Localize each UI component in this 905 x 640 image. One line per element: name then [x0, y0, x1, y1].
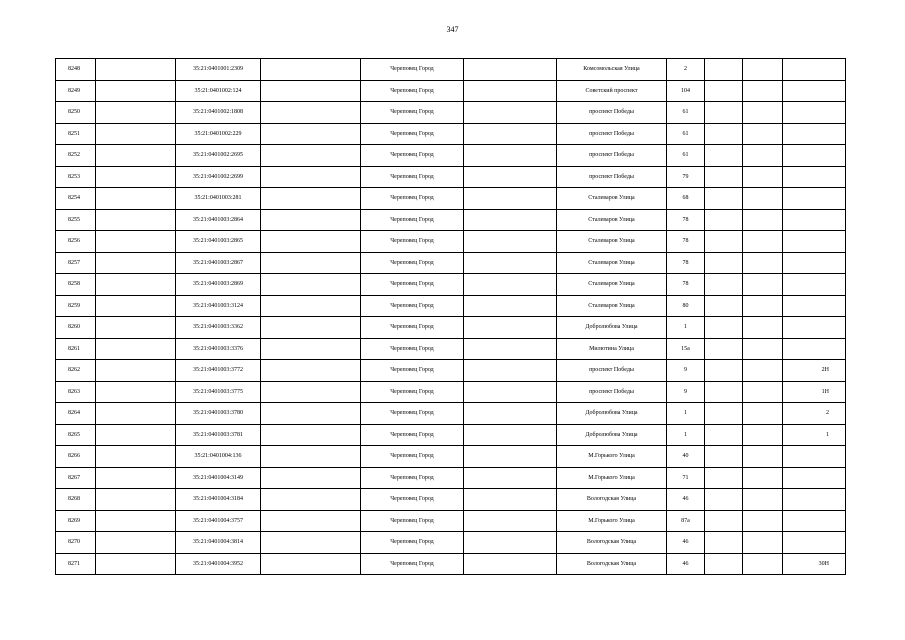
table-row	[56, 360, 846, 382]
premises-number-cell	[783, 467, 846, 489]
table-row	[56, 338, 846, 360]
blank-cell	[96, 188, 176, 210]
blank-cell	[96, 317, 176, 339]
house-number-cell: 61	[667, 102, 705, 124]
table-row	[56, 489, 846, 511]
premises-number-cell: 30Н	[783, 553, 846, 575]
blank-cell	[464, 274, 557, 296]
cadastral-number-cell: 35:21:0401003:3775	[176, 381, 261, 403]
cadastral-number-cell: 35:21:0401003:3376	[176, 338, 261, 360]
street-cell: Добролюбова Улица	[557, 403, 667, 425]
house-number-cell: 61	[667, 123, 705, 145]
street-cell: проспект Победы	[557, 123, 667, 145]
city-cell: Череповец Город	[361, 145, 464, 167]
blank-cell	[96, 252, 176, 274]
blank-cell	[743, 102, 783, 124]
blank-cell	[96, 360, 176, 382]
row-number-cell: 8261	[56, 338, 96, 360]
table-row	[56, 510, 846, 532]
blank-cell	[705, 80, 743, 102]
blank-cell	[705, 424, 743, 446]
premises-number-cell: 1Н	[783, 381, 846, 403]
house-number-cell: 104	[667, 80, 705, 102]
table-row	[56, 123, 846, 145]
blank-cell	[261, 209, 361, 231]
house-number-cell: 9	[667, 360, 705, 382]
table-row	[56, 467, 846, 489]
table-row	[56, 102, 846, 124]
table-row	[56, 166, 846, 188]
blank-cell	[96, 381, 176, 403]
blank-cell	[96, 403, 176, 425]
blank-cell	[261, 360, 361, 382]
city-cell: Череповец Город	[361, 467, 464, 489]
blank-cell	[743, 166, 783, 188]
blank-cell	[96, 295, 176, 317]
house-number-cell: 78	[667, 209, 705, 231]
table-row	[56, 188, 846, 210]
row-number-cell: 8252	[56, 145, 96, 167]
blank-cell	[705, 467, 743, 489]
table-row	[56, 295, 846, 317]
cadastral-number-cell: 35:21:0401003:3124	[176, 295, 261, 317]
row-number-cell: 8264	[56, 403, 96, 425]
street-cell: Вологодская Улица	[557, 553, 667, 575]
premises-number-cell	[783, 166, 846, 188]
blank-cell	[261, 403, 361, 425]
blank-cell	[743, 188, 783, 210]
premises-number-cell	[783, 59, 846, 81]
table-row	[56, 446, 846, 468]
house-number-cell: 46	[667, 532, 705, 554]
row-number-cell: 8250	[56, 102, 96, 124]
blank-cell	[705, 338, 743, 360]
blank-cell	[743, 338, 783, 360]
blank-cell	[96, 510, 176, 532]
street-cell: проспект Победы	[557, 145, 667, 167]
blank-cell	[464, 209, 557, 231]
street-cell: Сталеваров Улица	[557, 252, 667, 274]
blank-cell	[96, 424, 176, 446]
blank-cell	[96, 467, 176, 489]
blank-cell	[261, 381, 361, 403]
blank-cell	[96, 338, 176, 360]
cadastral-number-cell: 35:21:0401002:2695	[176, 145, 261, 167]
row-number-cell: 8267	[56, 467, 96, 489]
blank-cell	[705, 381, 743, 403]
cadastral-number-cell: 35:21:0401003:3772	[176, 360, 261, 382]
house-number-cell: 46	[667, 553, 705, 575]
premises-number-cell	[783, 274, 846, 296]
blank-cell	[743, 403, 783, 425]
blank-cell	[705, 553, 743, 575]
row-number-cell: 8258	[56, 274, 96, 296]
blank-cell	[743, 295, 783, 317]
blank-cell	[743, 59, 783, 81]
blank-cell	[261, 252, 361, 274]
street-cell: Вологодская Улица	[557, 532, 667, 554]
blank-cell	[743, 123, 783, 145]
blank-cell	[743, 80, 783, 102]
row-number-cell: 8249	[56, 80, 96, 102]
street-cell: М.Горького Улица	[557, 446, 667, 468]
city-cell: Череповец Город	[361, 102, 464, 124]
premises-number-cell	[783, 532, 846, 554]
premises-number-cell	[783, 188, 846, 210]
blank-cell	[96, 80, 176, 102]
blank-cell	[261, 424, 361, 446]
house-number-cell: 61	[667, 145, 705, 167]
cadastral-number-cell: 35:21:0401004:3814	[176, 532, 261, 554]
blank-cell	[96, 145, 176, 167]
premises-number-cell	[783, 446, 846, 468]
blank-cell	[464, 295, 557, 317]
city-cell: Череповец Город	[361, 381, 464, 403]
blank-cell	[705, 295, 743, 317]
cadastral-number-cell: 35:21:0401003:2864	[176, 209, 261, 231]
blank-cell	[96, 123, 176, 145]
street-cell: Сталеваров Улица	[557, 188, 667, 210]
blank-cell	[464, 510, 557, 532]
blank-cell	[96, 59, 176, 81]
street-cell: М.Горького Улица	[557, 510, 667, 532]
house-number-cell: 68	[667, 188, 705, 210]
blank-cell	[464, 80, 557, 102]
table-row	[56, 553, 846, 575]
blank-cell	[743, 209, 783, 231]
city-cell: Череповец Город	[361, 532, 464, 554]
row-number-cell: 8256	[56, 231, 96, 253]
table-row	[56, 252, 846, 274]
blank-cell	[261, 467, 361, 489]
table-row	[56, 145, 846, 167]
blank-cell	[261, 553, 361, 575]
house-number-cell: 71	[667, 467, 705, 489]
blank-cell	[743, 553, 783, 575]
blank-cell	[261, 188, 361, 210]
house-number-cell: 1	[667, 424, 705, 446]
blank-cell	[743, 467, 783, 489]
table-row	[56, 231, 846, 253]
street-cell: Сталеваров Улица	[557, 231, 667, 253]
street-cell: Вологодская Улица	[557, 489, 667, 511]
blank-cell	[464, 360, 557, 382]
row-number-cell: 8257	[56, 252, 96, 274]
premises-number-cell	[783, 209, 846, 231]
blank-cell	[464, 403, 557, 425]
row-number-cell: 8269	[56, 510, 96, 532]
blank-cell	[261, 532, 361, 554]
blank-cell	[261, 166, 361, 188]
cadastral-number-cell: 35:21:0401003:281	[176, 188, 261, 210]
table-row	[56, 59, 846, 81]
city-cell: Череповец Город	[361, 553, 464, 575]
city-cell: Череповец Город	[361, 59, 464, 81]
house-number-cell: 79	[667, 166, 705, 188]
blank-cell	[261, 145, 361, 167]
blank-cell	[464, 317, 557, 339]
blank-cell	[705, 274, 743, 296]
page-number: 347	[446, 25, 459, 34]
cadastral-number-cell: 35:21:0401004:3184	[176, 489, 261, 511]
street-cell: Советский проспект	[557, 80, 667, 102]
city-cell: Череповец Город	[361, 80, 464, 102]
blank-cell	[464, 424, 557, 446]
blank-cell	[743, 360, 783, 382]
blank-cell	[464, 231, 557, 253]
blank-cell	[743, 381, 783, 403]
premises-number-cell	[783, 317, 846, 339]
premises-number-cell	[783, 510, 846, 532]
blank-cell	[743, 532, 783, 554]
house-number-cell: 46	[667, 489, 705, 511]
table-row	[56, 80, 846, 102]
cadastral-number-cell: 35:21:0401003:2869	[176, 274, 261, 296]
blank-cell	[261, 231, 361, 253]
city-cell: Череповец Город	[361, 510, 464, 532]
blank-cell	[705, 59, 743, 81]
cadastral-number-cell: 35:21:0401001:2309	[176, 59, 261, 81]
street-cell: проспект Победы	[557, 360, 667, 382]
cadastral-number-cell: 35:21:0401004:136	[176, 446, 261, 468]
house-number-cell: 2	[667, 59, 705, 81]
blank-cell	[96, 209, 176, 231]
row-number-cell: 8255	[56, 209, 96, 231]
street-cell: М.Горького Улица	[557, 467, 667, 489]
city-cell: Череповец Город	[361, 446, 464, 468]
city-cell: Череповец Город	[361, 209, 464, 231]
blank-cell	[96, 553, 176, 575]
blank-cell	[705, 123, 743, 145]
house-number-cell: 1	[667, 403, 705, 425]
house-number-cell: 78	[667, 274, 705, 296]
blank-cell	[705, 231, 743, 253]
cadastral-number-cell: 35:21:0401004:3149	[176, 467, 261, 489]
blank-cell	[464, 166, 557, 188]
blank-cell	[261, 510, 361, 532]
blank-cell	[705, 489, 743, 511]
house-number-cell: 9	[667, 381, 705, 403]
table-row	[56, 317, 846, 339]
blank-cell	[261, 123, 361, 145]
blank-cell	[261, 102, 361, 124]
city-cell: Череповец Город	[361, 489, 464, 511]
premises-number-cell	[783, 295, 846, 317]
cadastral-number-cell: 35:21:0401003:2865	[176, 231, 261, 253]
blank-cell	[464, 532, 557, 554]
row-number-cell: 8262	[56, 360, 96, 382]
city-cell: Череповец Город	[361, 317, 464, 339]
house-number-cell: 80	[667, 295, 705, 317]
house-number-cell: 87а	[667, 510, 705, 532]
blank-cell	[96, 274, 176, 296]
row-number-cell: 8268	[56, 489, 96, 511]
cadastral-number-cell: 35:21:0401002:124	[176, 80, 261, 102]
street-cell: Сталеваров Улица	[557, 295, 667, 317]
blank-cell	[705, 102, 743, 124]
city-cell: Череповец Город	[361, 231, 464, 253]
street-cell: Сталеваров Улица	[557, 274, 667, 296]
street-cell: проспект Победы	[557, 381, 667, 403]
blank-cell	[743, 252, 783, 274]
blank-cell	[705, 510, 743, 532]
blank-cell	[464, 188, 557, 210]
blank-cell	[464, 145, 557, 167]
blank-cell	[261, 59, 361, 81]
blank-cell	[464, 102, 557, 124]
blank-cell	[464, 338, 557, 360]
row-number-cell: 8266	[56, 446, 96, 468]
blank-cell	[96, 532, 176, 554]
table-row	[56, 381, 846, 403]
blank-cell	[464, 489, 557, 511]
street-cell: проспект Победы	[557, 166, 667, 188]
blank-cell	[96, 489, 176, 511]
premises-number-cell	[783, 145, 846, 167]
house-number-cell: 78	[667, 252, 705, 274]
blank-cell	[96, 446, 176, 468]
blank-cell	[743, 424, 783, 446]
blank-cell	[261, 295, 361, 317]
premises-number-cell: 1	[783, 424, 846, 446]
street-cell: Добролюбова Улица	[557, 424, 667, 446]
row-number-cell: 8251	[56, 123, 96, 145]
blank-cell	[96, 166, 176, 188]
table-row	[56, 424, 846, 446]
blank-cell	[464, 252, 557, 274]
street-cell: Добролюбова Улица	[557, 317, 667, 339]
row-number-cell: 8271	[56, 553, 96, 575]
blank-cell	[705, 317, 743, 339]
cadastral-number-cell: 35:21:0401002:1808	[176, 102, 261, 124]
blank-cell	[705, 145, 743, 167]
cadastral-number-cell: 35:21:0401003:2867	[176, 252, 261, 274]
premises-number-cell	[783, 252, 846, 274]
blank-cell	[261, 274, 361, 296]
row-number-cell: 8265	[56, 424, 96, 446]
register-table	[55, 58, 846, 575]
row-number-cell: 8263	[56, 381, 96, 403]
blank-cell	[464, 446, 557, 468]
table-row	[56, 209, 846, 231]
blank-cell	[261, 338, 361, 360]
street-cell: Милютина Улица	[557, 338, 667, 360]
premises-number-cell: 2Н	[783, 360, 846, 382]
blank-cell	[464, 467, 557, 489]
blank-cell	[705, 188, 743, 210]
house-number-cell: 1	[667, 317, 705, 339]
blank-cell	[96, 231, 176, 253]
blank-cell	[261, 317, 361, 339]
street-cell: Комсомольская Улица	[557, 59, 667, 81]
blank-cell	[743, 446, 783, 468]
cadastral-number-cell: 35:21:0401002:229	[176, 123, 261, 145]
blank-cell	[261, 489, 361, 511]
table-row	[56, 403, 846, 425]
premises-number-cell	[783, 80, 846, 102]
premises-number-cell	[783, 338, 846, 360]
city-cell: Череповец Город	[361, 295, 464, 317]
blank-cell	[705, 360, 743, 382]
blank-cell	[705, 403, 743, 425]
premises-number-cell	[783, 489, 846, 511]
blank-cell	[96, 102, 176, 124]
row-number-cell: 8254	[56, 188, 96, 210]
cadastral-number-cell: 35:21:0401003:3780	[176, 403, 261, 425]
city-cell: Череповец Город	[361, 252, 464, 274]
blank-cell	[705, 166, 743, 188]
blank-cell	[743, 317, 783, 339]
premises-number-cell: 2	[783, 403, 846, 425]
blank-cell	[705, 532, 743, 554]
blank-cell	[464, 381, 557, 403]
blank-cell	[705, 209, 743, 231]
row-number-cell: 8259	[56, 295, 96, 317]
cadastral-number-cell: 35:21:0401003:3781	[176, 424, 261, 446]
house-number-cell: 40	[667, 446, 705, 468]
street-cell: Сталеваров Улица	[557, 209, 667, 231]
city-cell: Череповец Город	[361, 274, 464, 296]
street-cell: проспект Победы	[557, 102, 667, 124]
house-number-cell: 78	[667, 231, 705, 253]
row-number-cell: 8270	[56, 532, 96, 554]
blank-cell	[261, 446, 361, 468]
blank-cell	[705, 252, 743, 274]
table-row	[56, 532, 846, 554]
city-cell: Череповец Город	[361, 403, 464, 425]
city-cell: Череповец Город	[361, 166, 464, 188]
cadastral-number-cell: 35:21:0401004:3952	[176, 553, 261, 575]
blank-cell	[464, 59, 557, 81]
blank-cell	[743, 145, 783, 167]
blank-cell	[743, 231, 783, 253]
row-number-cell: 8260	[56, 317, 96, 339]
city-cell: Череповец Город	[361, 424, 464, 446]
register-body	[56, 59, 846, 575]
house-number-cell: 15а	[667, 338, 705, 360]
blank-cell	[743, 510, 783, 532]
blank-cell	[464, 553, 557, 575]
city-cell: Череповец Город	[361, 338, 464, 360]
row-number-cell: 8253	[56, 166, 96, 188]
cadastral-number-cell: 35:21:0401004:3757	[176, 510, 261, 532]
blank-cell	[261, 80, 361, 102]
blank-cell	[743, 274, 783, 296]
table-row	[56, 274, 846, 296]
blank-cell	[464, 123, 557, 145]
premises-number-cell	[783, 102, 846, 124]
premises-number-cell	[783, 123, 846, 145]
city-cell: Череповец Город	[361, 360, 464, 382]
city-cell: Череповец Город	[361, 188, 464, 210]
row-number-cell: 8248	[56, 59, 96, 81]
cadastral-number-cell: 35:21:0401003:3362	[176, 317, 261, 339]
blank-cell	[705, 446, 743, 468]
cadastral-number-cell: 35:21:0401002:2699	[176, 166, 261, 188]
city-cell: Череповец Город	[361, 123, 464, 145]
blank-cell	[743, 489, 783, 511]
premises-number-cell	[783, 231, 846, 253]
